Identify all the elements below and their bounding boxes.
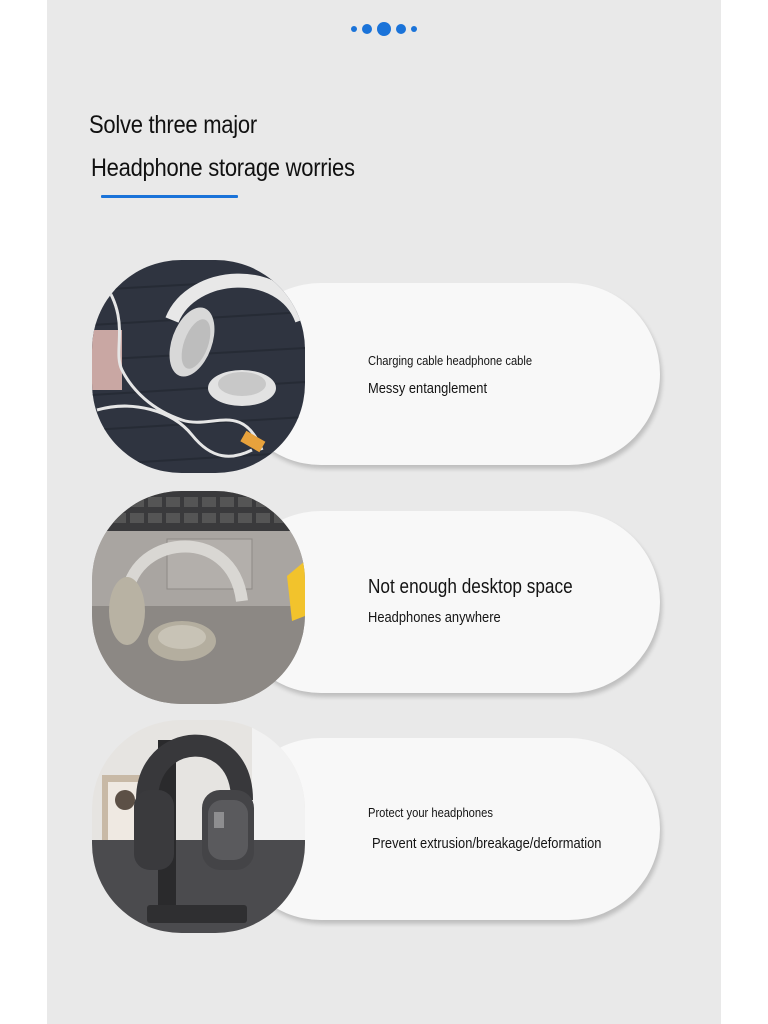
feature-2-title: Not enough desktop space (368, 576, 573, 598)
carousel-dot-2[interactable] (362, 24, 372, 34)
heading-line-2: Headphone storage worries (91, 154, 355, 182)
headphones-with-cables-photo (92, 260, 305, 473)
carousel-dot-4[interactable] (396, 24, 406, 34)
feature-3-subtitle: Prevent extrusion/breakage/deformation (372, 835, 602, 852)
feature-2-subtitle: Headphones anywhere (368, 609, 501, 626)
feature-1-title: Charging cable headphone cable (368, 353, 533, 368)
carousel-dot-1[interactable] (351, 26, 357, 32)
heading-line-1: Solve three major (89, 111, 257, 139)
carousel-indicator (0, 21, 768, 37)
feature-3-title: Protect your headphones (368, 805, 493, 820)
headphones-on-stand-photo (92, 720, 305, 933)
headphones-on-laptop-photo (92, 491, 305, 704)
carousel-dot-active[interactable] (377, 22, 391, 36)
feature-1-subtitle: Messy entanglement (368, 380, 488, 397)
heading-underline (101, 195, 238, 198)
carousel-dot-5[interactable] (411, 26, 417, 32)
